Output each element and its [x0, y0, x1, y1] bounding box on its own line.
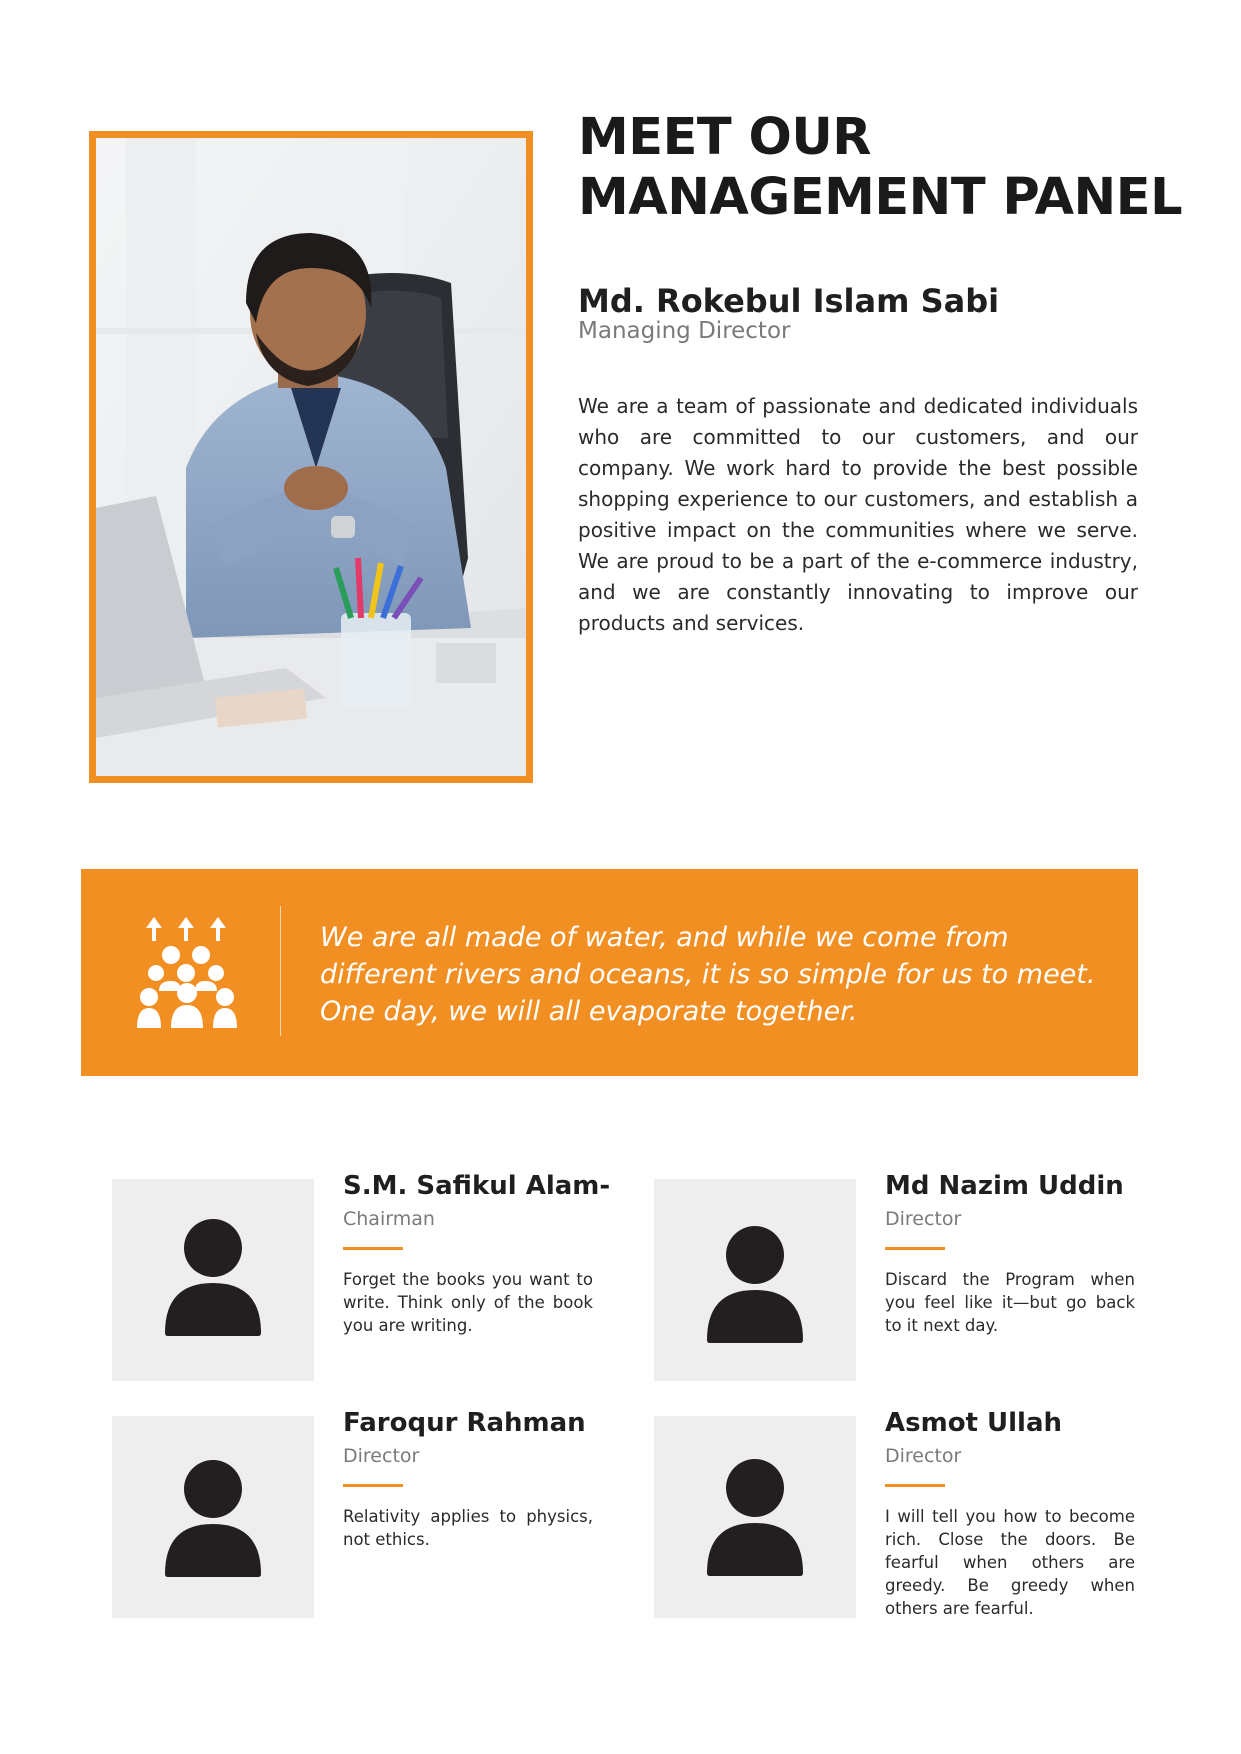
managing-director-photo [89, 131, 533, 783]
avatar [654, 1179, 856, 1381]
member-quote: Relativity applies to physics, not ethics. [343, 1507, 593, 1549]
director-at-desk-illustration [96, 138, 526, 776]
managing-director-name: Md. Rokebul Islam Sabi [578, 282, 1000, 320]
member-name: Md Nazim Uddin [885, 1171, 1124, 1201]
member-quote: Discard the Program when you feel like it—but go back to it next day. [885, 1270, 1135, 1335]
accent-rule [343, 1484, 403, 1487]
member-name: Faroqur Rahman [343, 1408, 586, 1438]
banner-divider [280, 906, 281, 1036]
quote-banner [81, 869, 1138, 1076]
person-icon [112, 1416, 314, 1618]
member-card [654, 1171, 1174, 1381]
member-card [112, 1171, 632, 1381]
avatar [112, 1179, 314, 1381]
avatar [112, 1416, 314, 1618]
member-role: Director [885, 1445, 962, 1467]
page-title-line-1: MEET OUR [578, 108, 872, 167]
member-name: S.M. Safikul Alam- [343, 1171, 611, 1201]
member-role: Chairman [343, 1208, 435, 1230]
member-quote: Forget the books you want to write. Think only of the book you are writing. [343, 1270, 593, 1335]
accent-rule [343, 1247, 403, 1250]
person-icon [654, 1179, 856, 1381]
member-quote: I will tell you how to become rich. Close the doors. Be fearful when others are greedy. Be greedy when others are fearful. [885, 1507, 1135, 1618]
managing-director-bio: We are a team of passionate and dedicated individuals who are committed to our customers, and our company. We work hard to provide the best possible shopping experience to our customers, and establish a positive impact on the communities where we serve. We are proud to be a part of the e-commerce industry, and we are constantly innovating to improve our products and services. [578, 394, 1138, 635]
accent-rule [885, 1247, 945, 1250]
managing-director-role: Managing Director [578, 318, 791, 344]
banner-quote: We are all made of water, and while we come from different rivers and oceans, it is so simple for us to meet. One day, we will all evaporate together. [320, 922, 1096, 1027]
person-icon [112, 1179, 314, 1381]
avatar [654, 1416, 856, 1618]
member-role: Director [885, 1208, 962, 1230]
member-name: Asmot Ullah [885, 1408, 1063, 1438]
page-title-line-2: MANAGEMENT PANEL [578, 168, 1183, 227]
team-growth-icon [137, 915, 251, 1029]
page-title [578, 108, 1218, 228]
accent-rule [885, 1484, 945, 1487]
member-card [112, 1408, 632, 1618]
member-card [654, 1408, 1174, 1618]
person-icon [654, 1416, 856, 1618]
member-role: Director [343, 1445, 420, 1467]
